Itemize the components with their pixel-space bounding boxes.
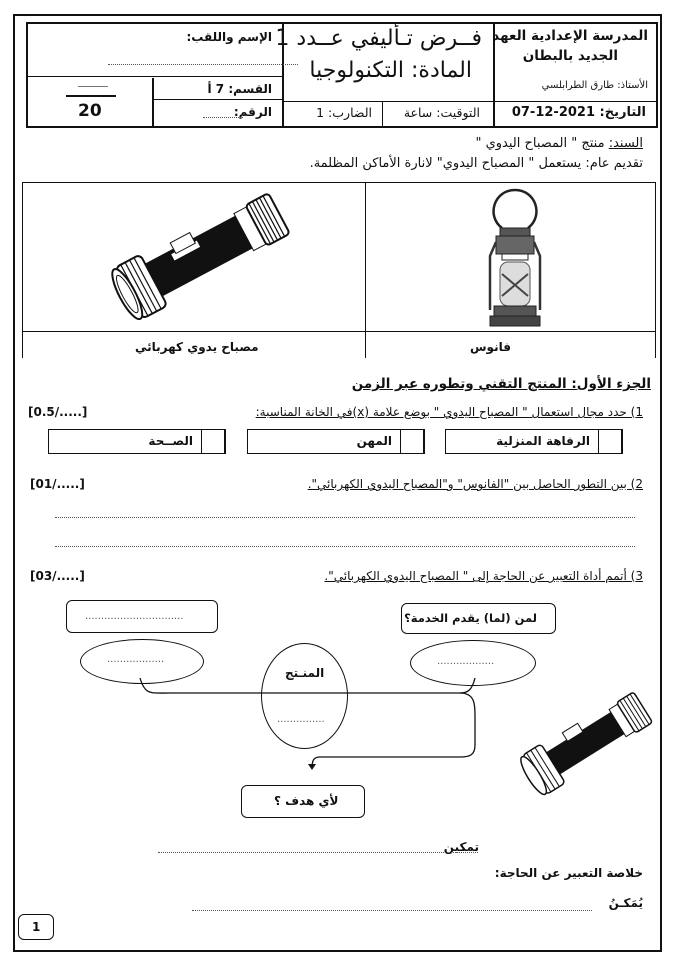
option-label: الرفاهة المنزلية: [496, 434, 590, 448]
user-ellipse: [80, 639, 204, 684]
exam-title: فــرض تـأليفي عــدد 1: [275, 26, 482, 51]
part1-title: الجزء الأول: المنتج التقني وتطوره عبر الزمن: [351, 376, 651, 392]
option-home-comfort: [445, 429, 623, 454]
support-label: السند:: [608, 136, 643, 151]
exam-timing: التوقيت: ساعة: [403, 105, 480, 120]
product-blank[interactable]: ...............: [277, 714, 325, 725]
number-field[interactable]: [203, 117, 243, 118]
option-professions: [247, 429, 425, 454]
divider: [22, 331, 655, 332]
divider: [382, 102, 383, 126]
score-field[interactable]: [78, 86, 108, 87]
name-label: الإسم واللقب:: [186, 30, 272, 44]
conclusion-title: خلاصة التعبير عن الحاجة:: [494, 866, 643, 880]
option-label: الصــحة: [148, 434, 193, 448]
question-2-score: [01/.....]: [30, 477, 85, 491]
can-label: يُمَكـنُ: [608, 896, 643, 910]
support-line: [475, 136, 643, 151]
option-home-comfort-checkbox[interactable]: [598, 429, 622, 454]
option-health: [48, 429, 226, 454]
exam-coefficient: الضارب: 1: [316, 105, 372, 120]
general-intro: تقديم عام: يستعمل " المصباح اليدوي" لانارة الأماكن المظلمة.: [309, 156, 643, 171]
divider: [655, 182, 656, 358]
page-number: 1: [32, 920, 41, 934]
material-blank[interactable]: ..................: [437, 656, 495, 667]
number-label: الرقم:: [233, 105, 272, 119]
divider: [282, 101, 493, 102]
who-question: لمن (لما) يقدم الخدمة؟: [404, 611, 537, 625]
divider: [152, 99, 282, 100]
support-text: منتج " المصباح اليدوي ": [475, 136, 609, 151]
flashlight-illustration: [515, 690, 665, 800]
score-total: 20: [78, 101, 102, 121]
question-3: 3) أتمم أداة التعبير عن الحاجة إلى " المصباح اليدوي الكهربائي".: [324, 569, 643, 583]
class-label: القسم: 7 أ: [207, 82, 272, 96]
divider: [22, 182, 655, 183]
option-label: المهن: [356, 434, 392, 448]
option-professions-checkbox[interactable]: [400, 429, 424, 454]
teacher-name: الأستاذ: طارق الطرابلسي: [541, 80, 648, 91]
goal-question: لأي هدف ؟: [274, 794, 339, 808]
divider: [493, 101, 658, 102]
divider: [152, 78, 154, 126]
answer-line-2[interactable]: [55, 546, 635, 547]
divider: [28, 76, 282, 77]
function-blank[interactable]: ...............................: [85, 611, 184, 622]
product-ellipse: [261, 643, 348, 749]
score-fraction-bar: [66, 95, 116, 97]
goal-box: [241, 785, 365, 818]
name-field[interactable]: [108, 64, 298, 65]
option-health-checkbox[interactable]: [201, 429, 225, 454]
conclusion-field[interactable]: [192, 910, 592, 911]
who-box: [401, 603, 556, 634]
school-name: المدرسة الإعدادية العهد: [492, 28, 648, 44]
product-label: المنـتج: [285, 666, 325, 680]
question-1: 1) حدد مجال استعمال " المصباح اليدوي " بوضع علامة (x)في الخانة المناسبة:: [255, 405, 643, 419]
enable-label: تمكين: [443, 840, 479, 854]
exam-date: التاريخ: 2021-12-07: [511, 105, 646, 120]
flashlight-caption: مصباح يدوي كهربائي: [135, 340, 259, 354]
answer-line-1[interactable]: [55, 517, 635, 518]
question-1-score: [0.5/.....]: [28, 405, 88, 419]
lantern-caption: فانوس: [470, 340, 511, 354]
user-blank[interactable]: ..................: [107, 654, 165, 665]
function-box: [66, 600, 218, 633]
flashlight-image: [100, 190, 310, 320]
question-2: 2) بين التطور الحاصل بين "الفانوس" و"المصباح اليدوي الكهربائي".: [307, 477, 643, 491]
page-number-box: [18, 914, 54, 940]
question-3-score: [03/.....]: [30, 569, 85, 583]
material-ellipse: [410, 640, 536, 686]
lantern-image: [480, 186, 550, 330]
school-location: الجديد بالبطان: [522, 48, 618, 64]
subject-title: المادة: التكنولوجيا: [309, 58, 472, 83]
exam-header: [26, 22, 658, 128]
enable-field[interactable]: [158, 852, 478, 853]
